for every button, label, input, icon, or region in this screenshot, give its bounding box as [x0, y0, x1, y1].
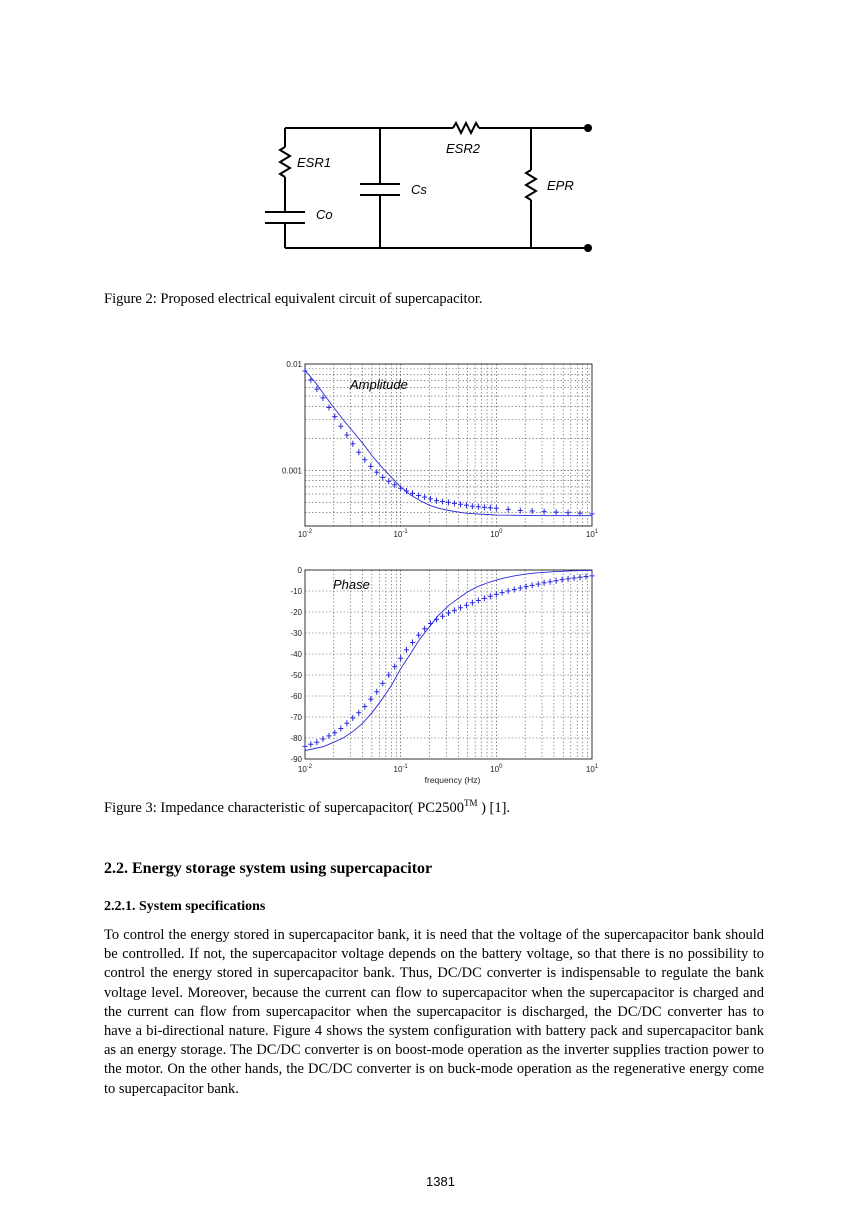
measured-data-point: [416, 632, 421, 638]
measured-data-point: [446, 610, 451, 616]
amplitude-chart: [260, 352, 620, 552]
esr1-label: ESR1: [297, 155, 331, 170]
measured-data-point: [572, 575, 577, 581]
measured-data-point: [494, 591, 499, 597]
measured-data-point: [386, 672, 391, 678]
epr-resistor: [526, 170, 536, 200]
y-tick-label: -50: [290, 671, 302, 680]
measured-data-point: [356, 710, 361, 716]
measured-data-point: [458, 501, 463, 507]
x-tick-label: $10^{-2}$: [297, 529, 313, 539]
measured-data-point: [416, 493, 421, 499]
x-tick-label: $10^1$: [585, 529, 599, 539]
phase-chart: [260, 560, 620, 792]
measured-data-point: [308, 741, 313, 747]
measured-data-point: [536, 581, 541, 587]
measured-data-point: [530, 582, 535, 588]
y-tick-label: 0.001: [281, 466, 302, 476]
measured-data-point: [446, 499, 451, 505]
measured-data-point: [362, 457, 367, 463]
y-tick-label: -20: [290, 608, 302, 617]
epr-label: EPR: [547, 178, 574, 193]
page-number: 1381: [426, 1174, 455, 1189]
measured-data-point: [368, 696, 373, 702]
measured-data-point: [482, 595, 487, 601]
x-tick-label: $10^0$: [490, 529, 503, 539]
measured-data-point: [410, 639, 415, 645]
chart-title: Phase: [333, 577, 370, 592]
measured-data-point: [380, 474, 385, 480]
measured-data-point: [338, 423, 343, 429]
measured-data-point: [530, 508, 535, 514]
x-tick-label: $10^0$: [490, 764, 503, 774]
esr2-label: ESR2: [446, 141, 480, 156]
measured-data-point: [512, 587, 517, 593]
measured-data-point: [308, 377, 313, 383]
measured-data-point: [350, 441, 355, 447]
measured-data-point: [320, 736, 325, 742]
y-tick-label: 0.01: [286, 360, 302, 369]
chart-title: Amplitude: [350, 377, 408, 392]
measured-data-point: [398, 485, 403, 491]
measured-data-point: [506, 506, 511, 512]
measured-data-point: [374, 689, 379, 695]
measured-data-point: [482, 504, 487, 510]
measured-data-point: [542, 509, 547, 515]
y-tick-label: 0: [297, 566, 302, 575]
measured-data-point: [428, 496, 433, 502]
measured-data-point: [332, 730, 337, 736]
measured-data-point: [303, 743, 308, 749]
measured-data-point: [452, 607, 457, 613]
measured-data-point: [326, 405, 331, 411]
figure3-caption: Figure 3: Impedance characteristic of supercapacitor( PC2500™ ) [1].: [104, 798, 511, 816]
measured-data-point: [434, 616, 439, 622]
measured-data-point: [398, 655, 403, 661]
measured-data-point: [542, 580, 547, 586]
measured-data-point: [386, 478, 391, 484]
measured-data-point: [566, 576, 571, 582]
x-tick-label: $10^1$: [585, 764, 599, 774]
terminal-top: [584, 124, 592, 132]
measured-data-point: [356, 449, 361, 455]
esr2-resistor: [453, 123, 479, 133]
co-label: Co: [316, 207, 333, 222]
measured-data-point: [380, 680, 385, 686]
y-tick-label: -90: [290, 755, 302, 764]
measured-data-point: [476, 597, 481, 603]
measured-data-point: [368, 463, 373, 469]
measured-data-point: [422, 494, 427, 500]
section-heading: 2.2. Energy storage system using supercapacitor: [104, 860, 433, 877]
y-tick-label: -60: [290, 692, 302, 701]
measured-data-point: [470, 503, 475, 509]
measured-data-point: [458, 605, 463, 611]
measured-data-point: [590, 573, 595, 579]
measured-data-point: [518, 585, 523, 591]
measured-data-point: [374, 469, 379, 475]
measured-data-point: [554, 509, 559, 515]
measured-data-point: [494, 505, 499, 511]
subsection-heading: 2.2.1. System specifications: [104, 899, 266, 914]
figure2-caption: Figure 2: Proposed electrical equivalent circuit of supercapacitor.: [104, 291, 483, 307]
y-tick-label: -10: [290, 587, 302, 596]
measured-data-point: [524, 584, 529, 590]
circuit-diagram: [250, 110, 610, 260]
measured-data-point: [452, 500, 457, 506]
measured-data-point: [500, 590, 505, 596]
measured-data-point: [362, 704, 367, 710]
x-tick-label: $10^{-1}$: [393, 529, 408, 539]
measured-data-point: [404, 647, 409, 653]
cs-label: Cs: [411, 182, 427, 197]
y-tick-label: -70: [290, 713, 302, 722]
esr1-resistor: [280, 147, 290, 177]
measured-data-point: [428, 621, 433, 627]
y-tick-label: -40: [290, 650, 302, 659]
measured-data-point: [554, 578, 559, 584]
x-axis-label: frequency (Hz): [424, 775, 481, 785]
measured-data-point: [344, 720, 349, 726]
measured-data-point: [338, 726, 343, 732]
measured-data-point: [350, 715, 355, 721]
y-tick-label: -80: [290, 734, 302, 743]
measured-data-point: [506, 588, 511, 594]
measured-data-point: [440, 613, 445, 619]
measured-data-point: [344, 432, 349, 438]
measured-data-point: [566, 510, 571, 516]
measured-data-point: [464, 602, 469, 608]
plot-frame: [305, 570, 592, 759]
measured-data-point: [440, 498, 445, 504]
measured-data-point: [578, 574, 583, 580]
terminal-bottom: [584, 244, 592, 252]
body-paragraph: To control the energy stored in supercapacitor bank, it is need that the voltage of the supercapacitor bank should be controlled. If not, the supercapacitor voltage depends on the battery voltage, so that there is no possibility to control the energy stored in supercapacitor bank. Thus, DC/DC converter is indispensable to regulate the bank voltage level. Moreover, because the current can flow to supercapacitor when the supercapacitor is charged and the current can flow from supercapacitor when the supercapacitor is discharged, the DC/DC converter has to have a bi-directional nature. Figure 4 shows the system configuration with battery pack and supercapacitor bank as an energy storage. The DC/DC converter is on boost-mode operation as the inverter supplies traction power to the motor. On the other hands, the DC/DC converter is on buck-mode operation as the regenerative energy come to supercapacitor bank.: [104, 927, 764, 1097]
measured-data-point: [314, 739, 319, 745]
measured-data-point: [332, 414, 337, 420]
measured-data-point: [560, 577, 565, 583]
measured-data-point: [488, 505, 493, 511]
measured-data-point: [464, 502, 469, 508]
measured-data-point: [470, 600, 475, 606]
y-tick-label: -30: [290, 629, 302, 638]
x-tick-label: $10^{-2}$: [297, 764, 313, 774]
measured-data-point: [476, 504, 481, 510]
measured-data-point: [548, 579, 553, 585]
x-tick-label: $10^{-1}$: [393, 764, 408, 774]
